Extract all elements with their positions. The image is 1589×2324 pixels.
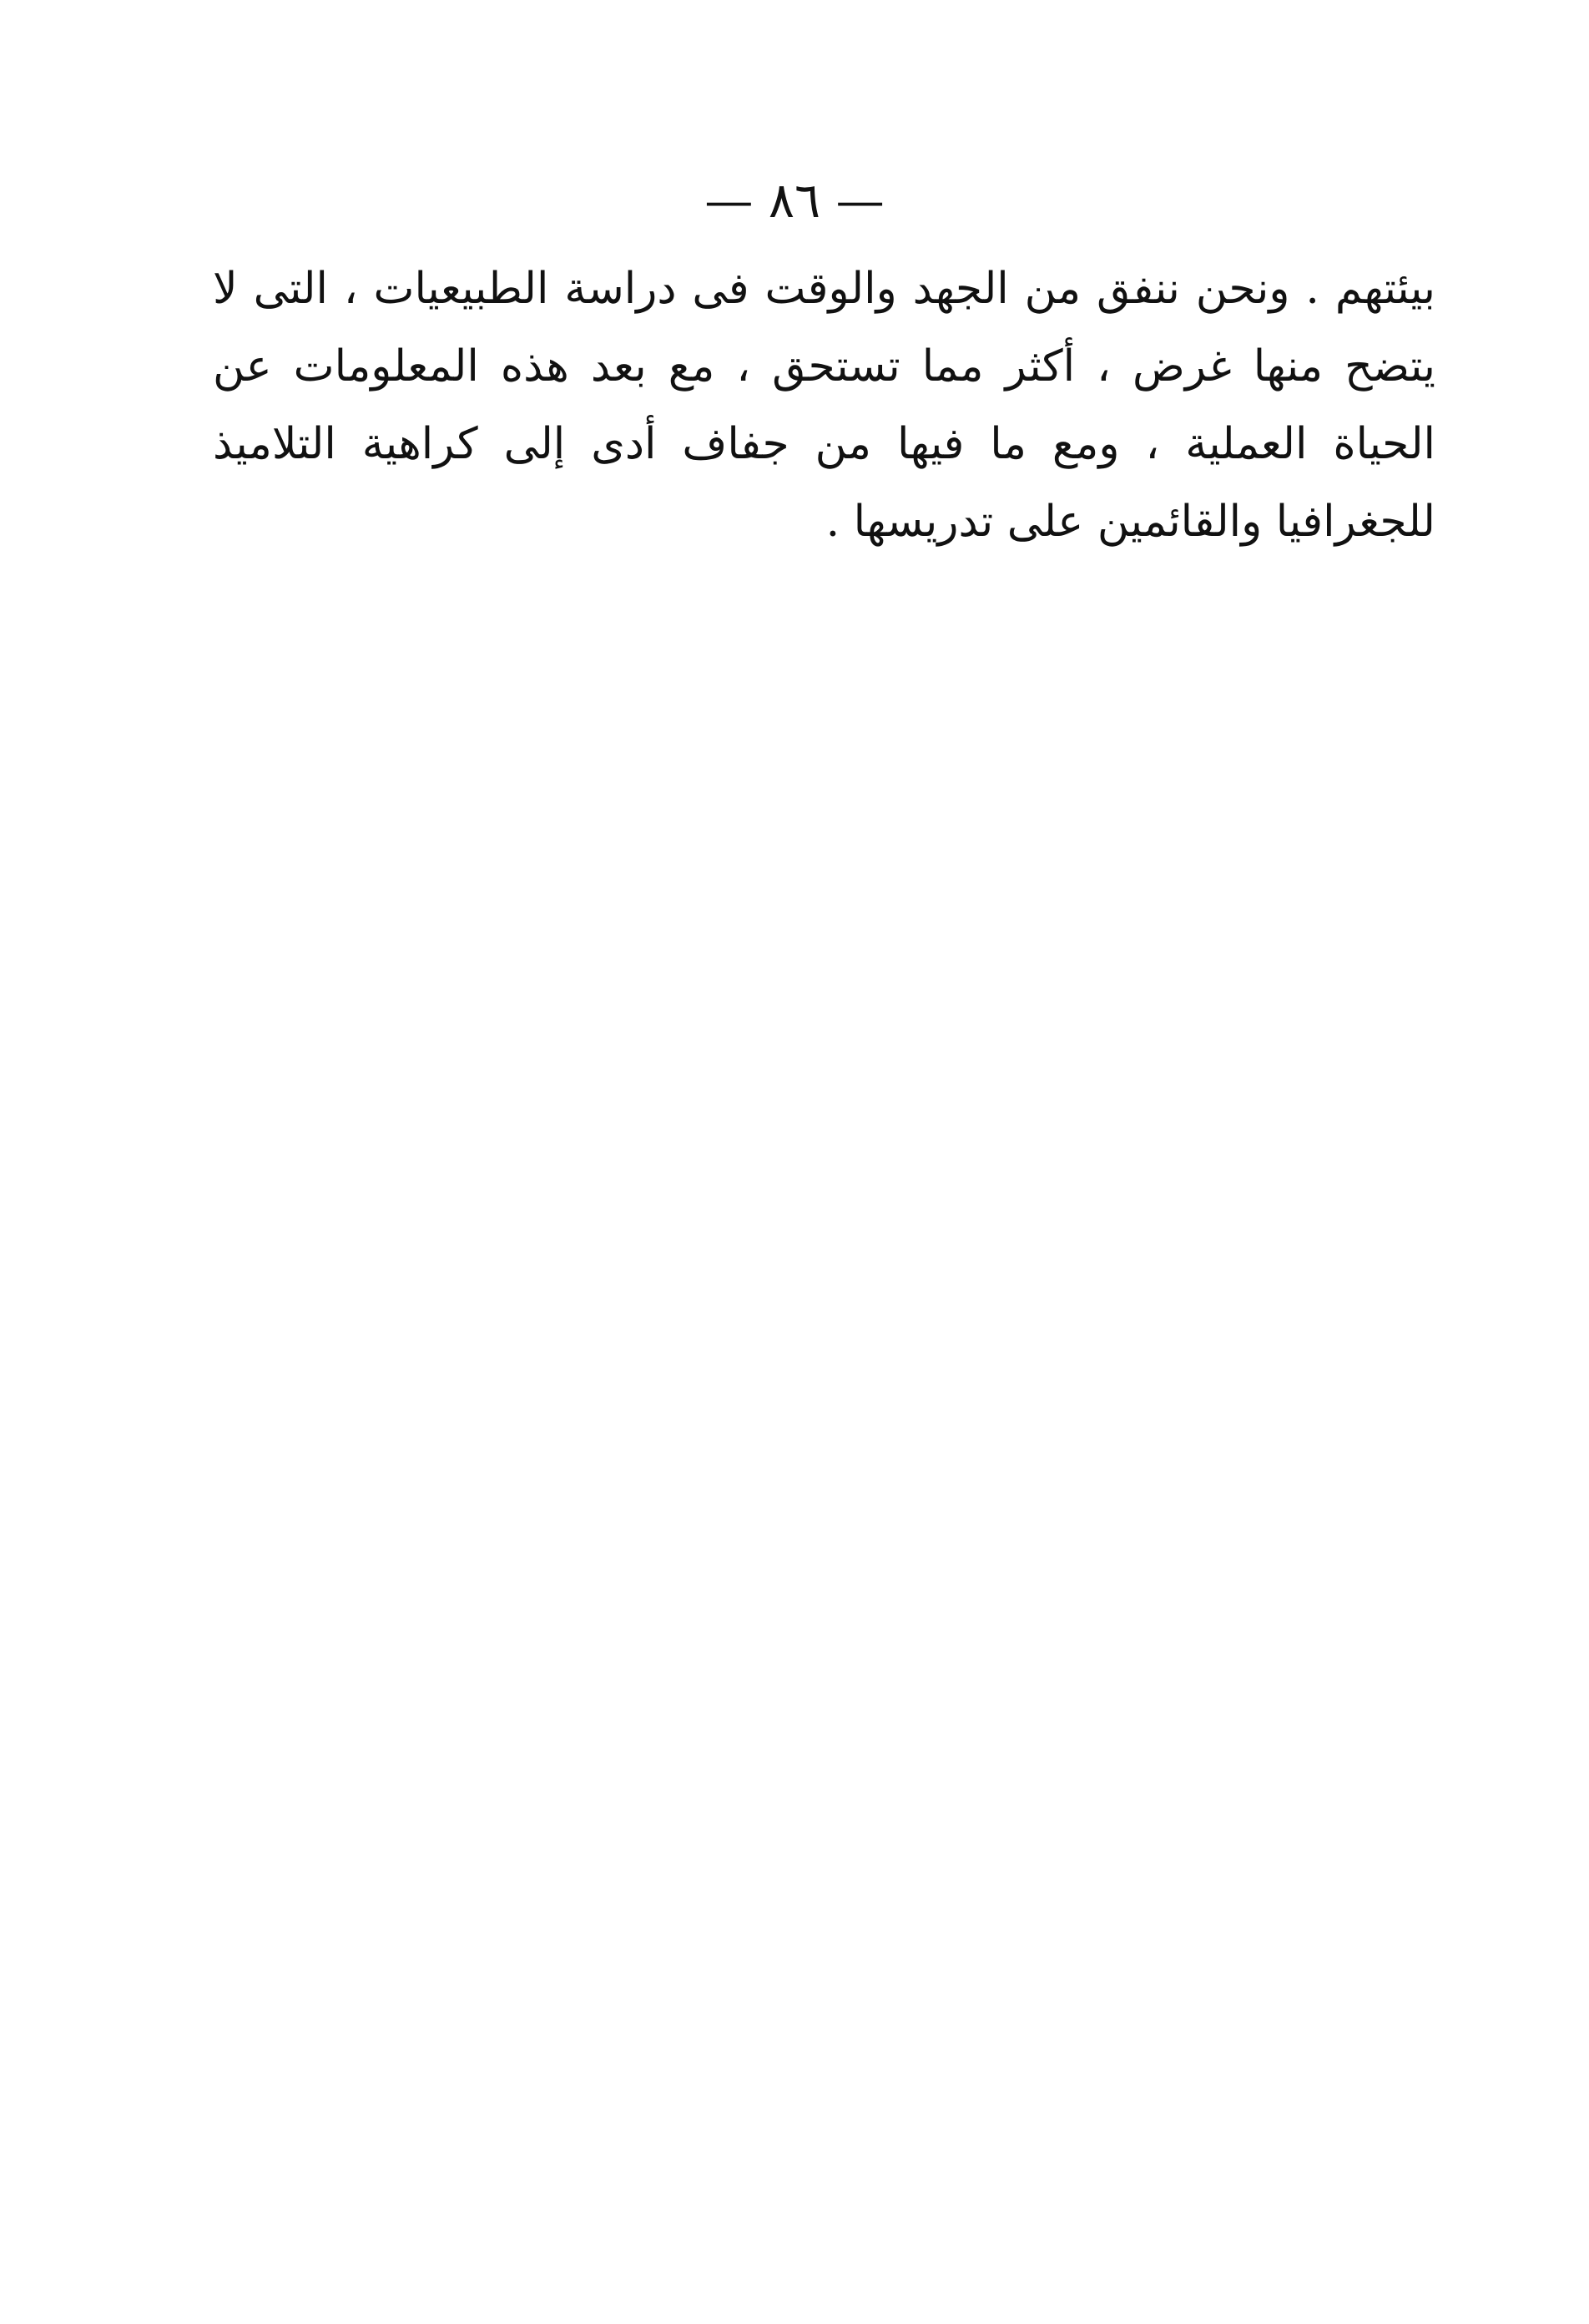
paragraph: بيئتهم . ونحن ننفق من الجهد والوقت فى دراسة الطبيعيات ، التى لا يتضح منها غرض ، أكثر مما تستحق ، مع بعد هذه المعلومات عن الحياة العملية ، ومع ما فيها من جفاف أدى إلى كراهية التلاميذ للجغرافيا والقائمين على تدريسها .	[213, 264, 1435, 547]
body-text	[213, 250, 1435, 561]
page-number: — ٨٦ —	[704, 172, 885, 229]
